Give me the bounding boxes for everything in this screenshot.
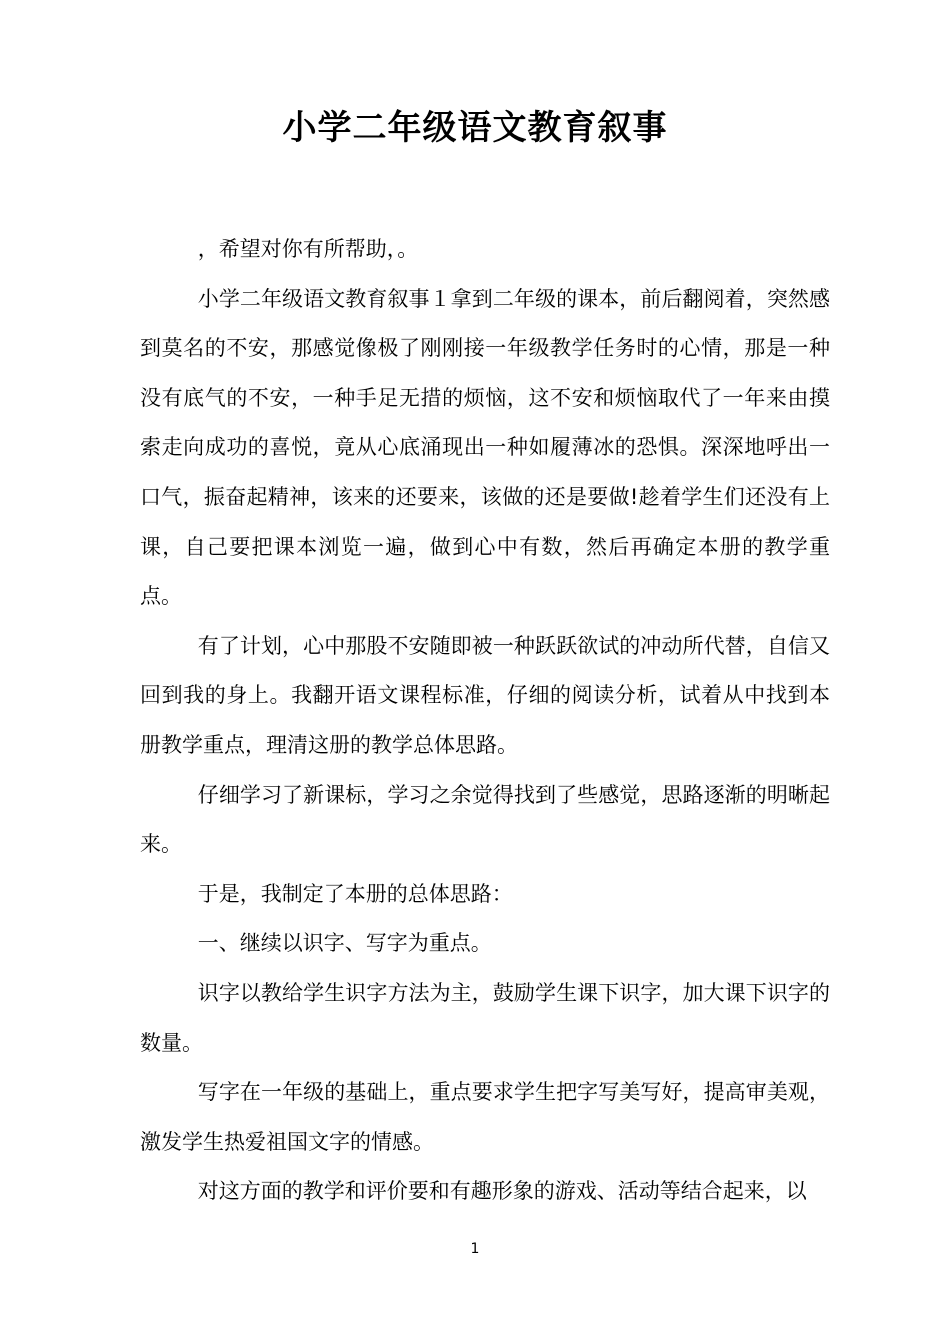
document-title: 小学二年级语文教育叙事 (282, 108, 668, 148)
paragraph-8: 对这方面的教学和评价要和有趣形象的游戏、活动等结合起来，以 (197, 1179, 807, 1204)
paragraph-1: 小学二年级语文教育叙事１拿到二年级的课本，前后翻阅着，突然感到莫名的不安，那感觉像极了刚刚接一年级教学任务时的心情，那是一种没有底气的不安，一种手足无措的烦恼，这不安和烦恼取代了一年来由摸索走向成功的喜悦，竟从心底涌现出一种如履薄冰的恐惧。深深地呼出一口气，振奋起精神，该来的还要来，该做的还是要做!趁着学生们还没有上课，自己要把课本浏览一遍，做到心中有数，然后再确定本册的教学重点。 (140, 286, 830, 609)
paragraph-4: 于是，我制定了本册的总体思路： (197, 881, 513, 906)
page-number: 1 (470, 1241, 480, 1257)
paragraph-intro: ，希望对你有所帮助，。 (197, 237, 419, 261)
paragraph-3: 仔细学习了新课标，学习之余觉得找到了些感觉，思路逐渐的明晰起来。 (140, 782, 830, 857)
paragraph-5: 一、继续以识字、写字为重点。 (197, 931, 492, 956)
paragraph-2: 有了计划，心中那股不安随即被一种跃跃欲试的冲动所代替，自信又回到我的身上。我翻开语文课程标准，仔细的阅读分析，试着从中找到本册教学重点，理清这册的教学总体思路。 (140, 633, 830, 757)
document-body (140, 225, 830, 1217)
paragraph-7: 写字在一年级的基础上，重点要求学生把字写美写好，提高审美观，激发学生热爱祖国文字的情感。 (140, 1080, 830, 1154)
paragraph-6: 识字以教给学生识字方法为主，鼓励学生课下识字，加大课下识字的数量。 (140, 980, 830, 1055)
